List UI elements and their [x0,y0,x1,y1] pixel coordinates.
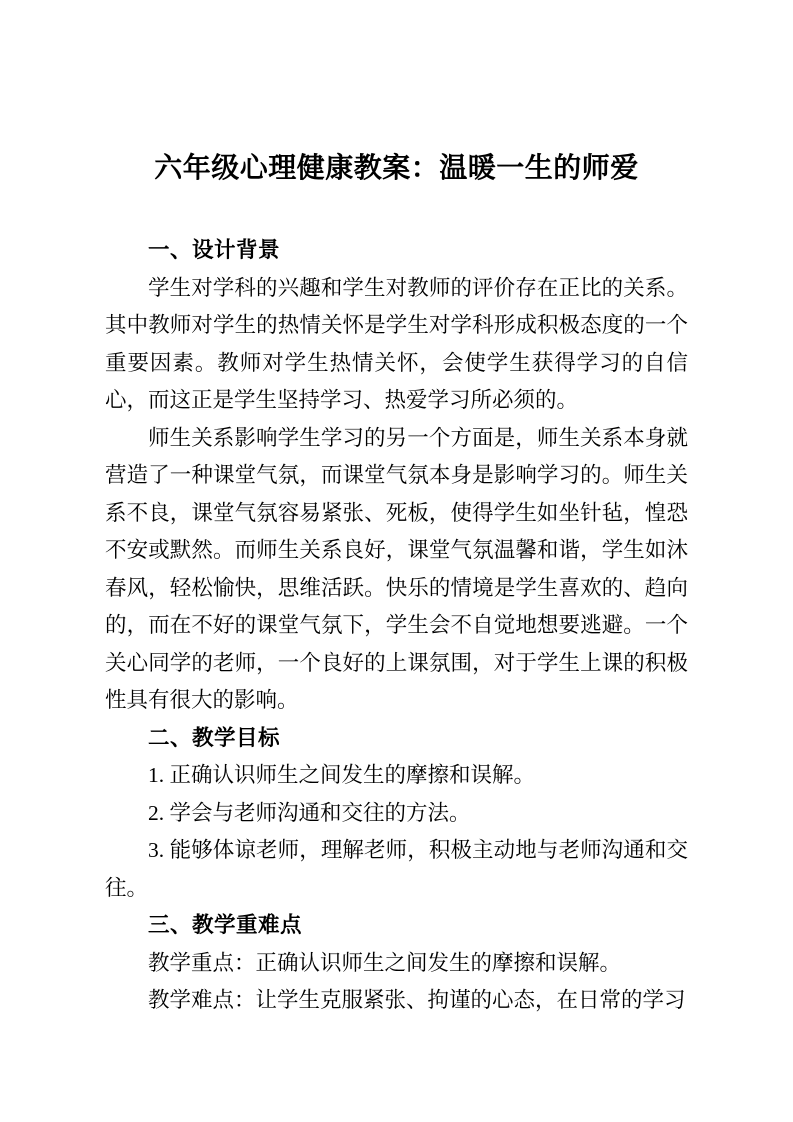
list-item: 3. 能够体谅老师，理解老师，积极主动地与老师沟通和交往。 [105,838,688,900]
paragraph: 学生对学科的兴趣和学生对教师的评价存在正比的关系。其中教师对学生的热情关怀是学生对学科形成积极态度的一个重要因素。教师对学生热情关怀，会使学生获得学习的自信心，而这正是学生坚持学习、热爱学习所必须的。 [105,275,688,412]
list-item: 2. 学会与老师沟通和交往的方法。 [148,800,471,825]
section-heading-teaching-goals: 二、教学目标 [148,725,281,750]
paragraph: 师生关系影响学生学习的另一个方面是，师生关系本身就营造了一种课堂气氛，而课堂气氛本身是影响学习的。师生关系不良，课堂气氛容易紧张、死板，使得学生如坐针毡，惶恐不安或默然。而师生关系良好，课堂气氛温馨和谐，学生如沐春风，轻松愉快，思维活跃。快乐的情境是学生喜欢的、趋向的，而在不好的课堂气氛下，学生会不自觉地想要逃避。一个关心同学的老师，一个良好的上课氛围，对于学生上课的积极性具有很大的影响。 [105,425,688,712]
paragraph: 教学重点：正确认识师生之间发生的摩擦和误解。 [148,950,622,975]
paragraph: 教学难点：让学生克服紧张、拘谨的心态，在日常的学习 [148,988,686,1012]
section-heading-key-difficult-points: 三、教学重难点 [148,913,303,937]
section-heading-design-background: 一、设计背景 [148,238,281,262]
list-item: 1. 正确认识师生之间发生的摩擦和误解。 [148,763,536,787]
document-title: 六年级心理健康教案：温暖一生的师爱 [154,152,639,183]
document-body [105,232,688,1020]
